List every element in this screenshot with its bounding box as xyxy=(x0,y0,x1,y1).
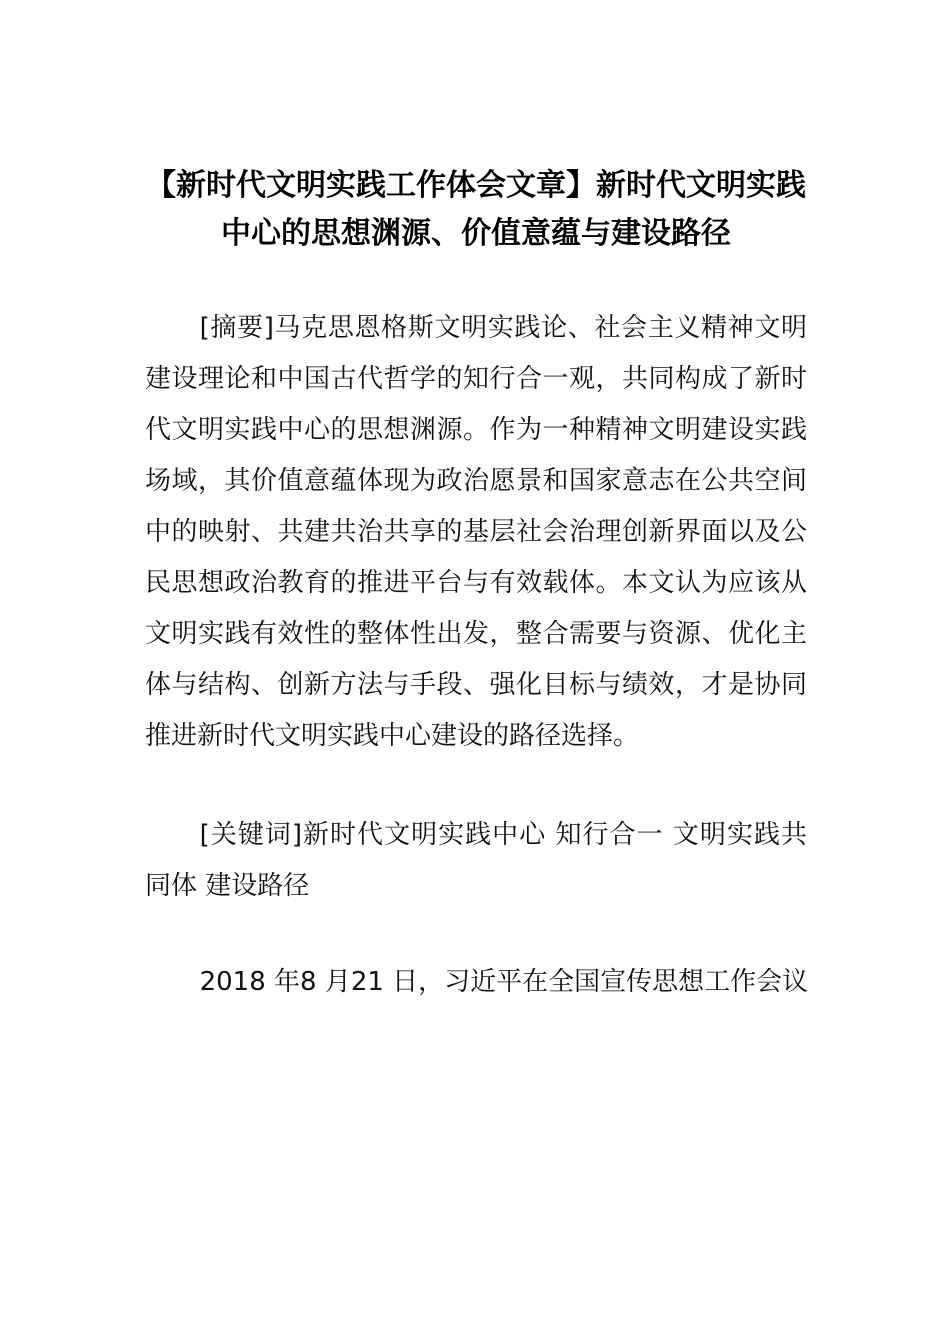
body-paragraph: 2018 年8 月21 日，习近平在全国宣传思想工作会议 xyxy=(199,967,809,997)
document-page xyxy=(145,162,807,1008)
keywords-paragraph: [关键词]新时代文明实践中心 知行合一 文明实践共同体 建设路径 xyxy=(145,820,807,901)
document-title: 【新时代文明实践工作体会文章】新时代文明实践中心的思想渊源、价值意蕴与建设路径 xyxy=(146,168,806,251)
abstract-paragraph: [摘要]马克思恩格斯文明实践论、社会主义精神文明建设理论和中国古代哲学的知行合一观，共同构成了新时代文明实践中心的思想渊源。作为一种精神文明建设实践场域，其价值意蕴体现为政治愿景和国家意志在公共空间中的映射、共建共治共享的基层社会治理创新界面以及公民思想政治教育的推进平台与有效载体。本文认为应该从文明实践有效性的整体性出发，整合需要与资源、优化主体与结构、创新方法与手段、强化目标与绩效，才是协同推进新时代文明实践中心建设的路径选择。 xyxy=(145,313,807,751)
